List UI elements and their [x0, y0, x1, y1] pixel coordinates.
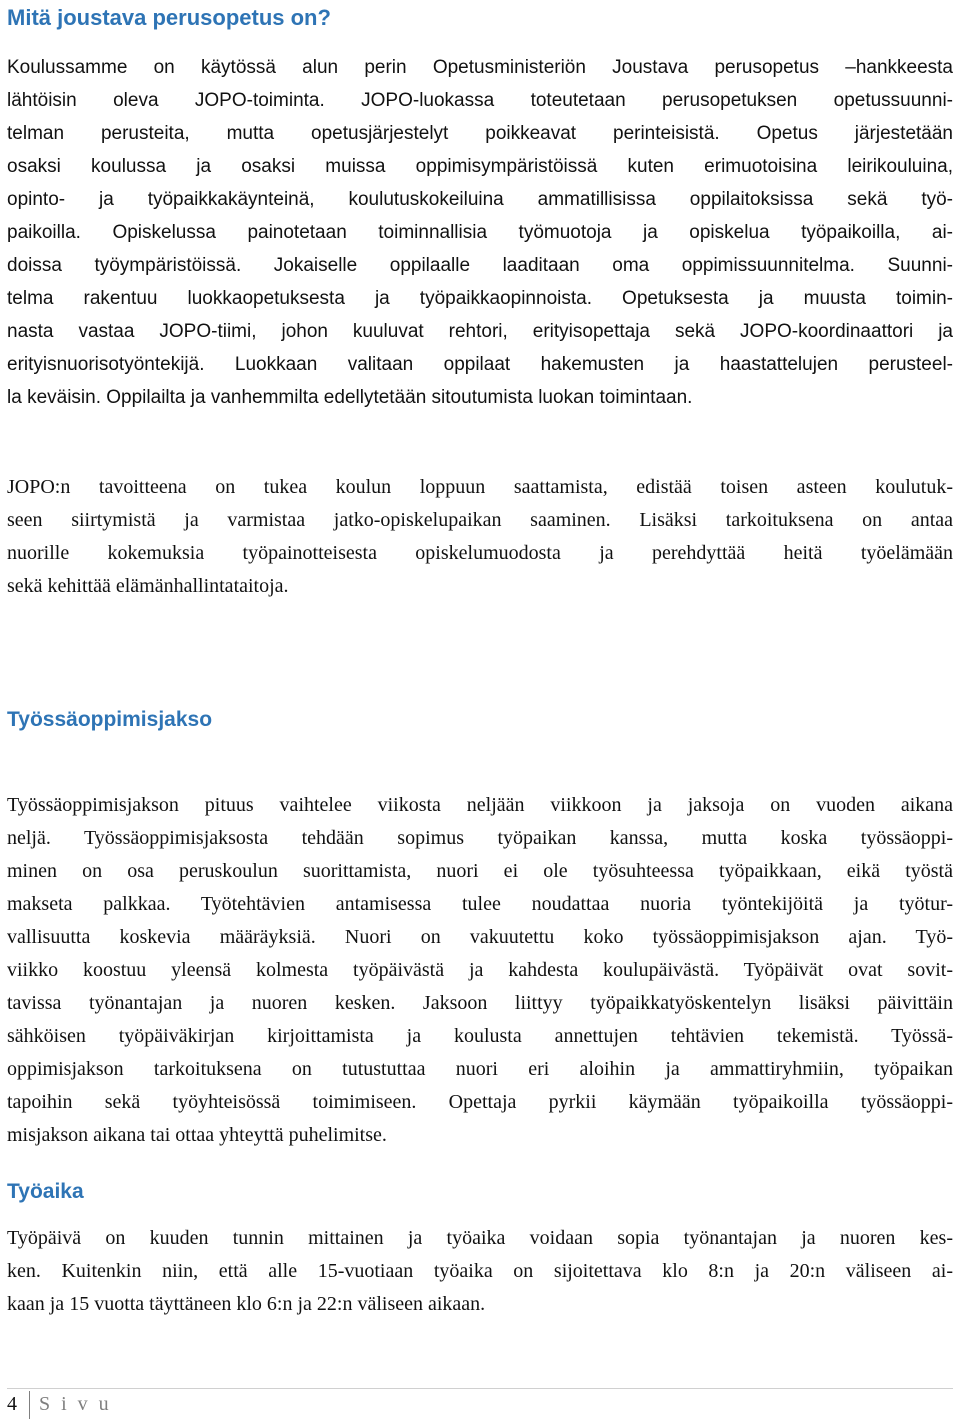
paragraph-line: viikko koostuu yleensä kolmesta työpäivästä ja kahdesta koulupäivästä. Työpäivät ovat sovit- — [7, 959, 953, 981]
paragraph-line: opinto- ja työpaikkakäynteinä, koulutuskokeiluina ammatillisissa oppilaitoksissa sekä työ- — [7, 189, 953, 210]
paragraph-line: oppimisjakson tarkoituksena on tutustuttaa nuori eri aloihin ja ammattiryhmiin, työpaikan — [7, 1058, 953, 1080]
paragraph-line: lähtöisin oleva JOPO-toiminta. JOPO-luokassa toteutetaan perusopetuksen opetussuunni- — [7, 90, 953, 111]
paragraph-line: tapoihin sekä työyhteisössä toimimiseen. Opettaja pyrkii käymään työpaikoilla työssäoppi- — [7, 1091, 953, 1113]
paragraph-line: nasta vastaa JOPO-tiimi, johon kuuluvat rehtori, erityisopettaja sekä JOPO-koordinaattori ja — [7, 321, 953, 342]
paragraph-line: makseta palkkaa. Työtehtävien antamisessa tulee noudattaa nuoria työntekijöitä ja työtur- — [7, 893, 953, 915]
paragraph-line: neljä. Työssäoppimisjaksosta tehdään sopimus työpaikan kanssa, mutta koska työssäoppi- — [7, 827, 953, 849]
paragraph-goals — [7, 471, 953, 603]
paragraph-line: erityisnuorisotyöntekijä. Luokkaan valitaan oppilaat hakemusten ja haastattelujen perusteel- — [7, 354, 953, 375]
paragraph-line: sähköisen työpäiväkirjan kirjoittamista ja koulusta annettujen tehtävien tekemistä. Työssä- — [7, 1025, 953, 1047]
paragraph-line: JOPO:n tavoitteena on tukea koulun loppuun saattamista, edistää toisen asteen koulutuk- — [7, 476, 953, 498]
page-number: 4 — [7, 1393, 17, 1415]
paragraph-line: nuorille kokemuksia työpainotteisesta opiskelumuodosta ja perehdyttää heitä työelämään — [7, 542, 953, 564]
paragraph-line: osaksi koulussa ja osaksi muissa oppimisympäristöissä kuten erimuotoisina leirikouluina, — [7, 156, 953, 177]
paragraph-line: tavissa työnantajan ja nuoren kesken. Jaksoon liittyy työpaikkatyöskentelyn lisäksi päivittäin — [7, 992, 953, 1014]
paragraph-line: telma rakentuu luokkaopetuksesta ja työpaikkaopinnoista. Opetuksesta ja muusta toimin- — [7, 288, 953, 309]
heading-worktime: Työaika — [7, 1180, 84, 1203]
paragraph-line: Työssäoppimisjakson pituus vaihtelee viikosta neljään viikkoon ja jaksoja on vuoden aikana — [7, 794, 953, 816]
heading-internship: Työssäoppimisjakso — [7, 708, 213, 731]
page-footer — [7, 1388, 953, 1422]
paragraph-line: Työpäivä on kuuden tunnin mittainen ja työaika voidaan sopia työnantajan ja nuoren kes- — [7, 1227, 953, 1249]
paragraph-line: sekä kehittää elämänhallintataitoja. — [7, 575, 289, 597]
paragraph-worktime — [7, 1222, 953, 1321]
paragraph-line: kaan ja 15 vuotta täyttäneen klo 6:n ja 22:n väliseen aikaan. — [7, 1293, 486, 1315]
heading-main: Mitä joustava perusopetus on? — [7, 5, 331, 30]
paragraph-line: Koulussamme on käytössä alun perin Opetusministeriön Joustava perusopetus –hankkeesta — [7, 57, 953, 78]
paragraph-line: ken. Kuitenkin niin, että alle 15-vuotiaan työaika on sijoitettava klo 8:n ja 20:n väliseen ai- — [7, 1260, 953, 1282]
paragraph-intro — [7, 51, 953, 414]
paragraph-line: paikoilla. Opiskelussa painotetaan toiminnallisia työmuotoja ja opiskelua työpaikoilla, ai- — [7, 222, 953, 243]
paragraph-line: vallisuutta koskevia määräyksiä. Nuori on vakuutettu koko työssäoppimisjakson ajan. Työ- — [7, 926, 953, 948]
paragraph-line: misjakson aikana tai ottaa yhteyttä puhelimitse. — [7, 1124, 387, 1146]
page-label: S i v u — [39, 1393, 112, 1415]
paragraph-line: telman perusteita, mutta opetusjärjestelyt poikkeavat perinteisistä. Opetus järjestetään — [7, 123, 953, 144]
paragraph-line: doissa työympäristöissä. Jokaiselle oppilaalle laaditaan oma oppimissuunnitelma. Suunni- — [7, 255, 953, 276]
paragraph-line: la keväisin. Oppilailta ja vanhemmilta edellytetään sitoutumista luokan toimintaan. — [7, 387, 693, 408]
paragraph-line: minen on osa peruskoulun suorittamista, nuori ei ole työsuhteessa työpaikkaan, eikä työstä — [7, 860, 953, 882]
paragraph-internship — [7, 789, 953, 1152]
paragraph-line: seen siirtymistä ja varmistaa jatko-opiskelupaikan saaminen. Lisäksi tarkoituksena on antaa — [7, 509, 953, 531]
footer-divider — [29, 1391, 30, 1419]
